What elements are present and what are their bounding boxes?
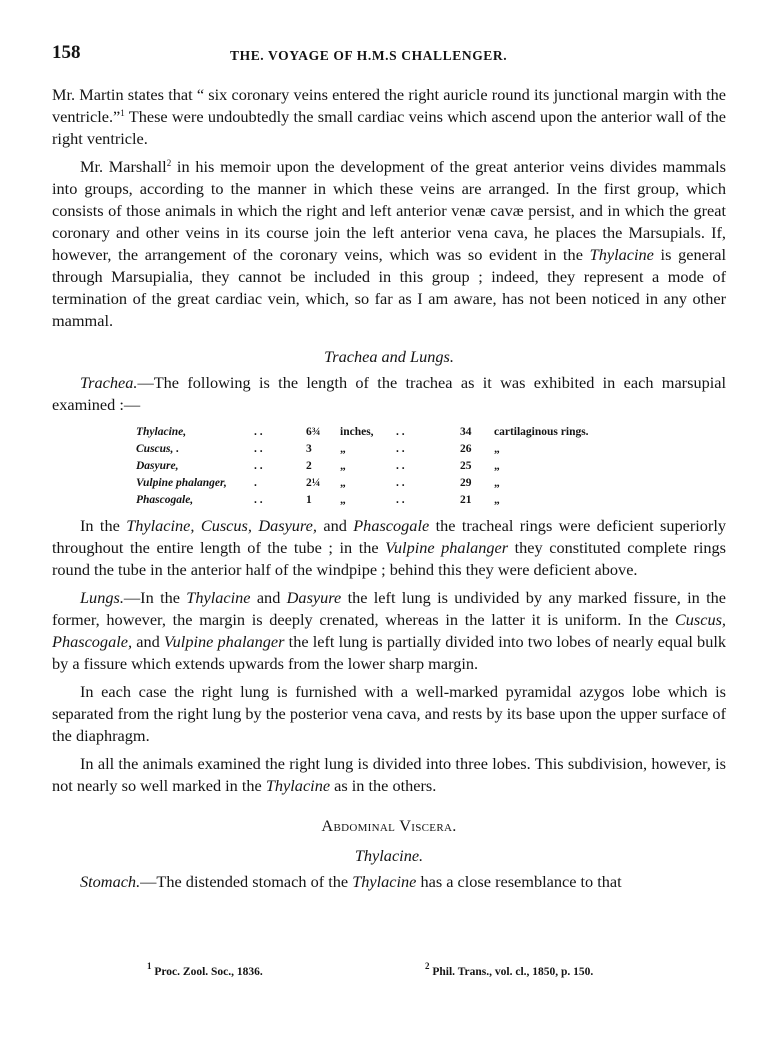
italic-term: Thylacine — [589, 245, 654, 264]
text-run: —The following is the length of the trachea as it was exhibited in each marsupial examined :— — [52, 373, 726, 414]
run-in-heading: Stomach. — [80, 872, 141, 891]
cell-unit: „ — [340, 477, 346, 489]
text-run: In the — [80, 516, 127, 535]
cell-leader: . — [254, 477, 257, 489]
text-run: the tracheal rings were deficient superiorly throughout the entire length of the tube ; in the — [52, 516, 727, 557]
cell-unit: „ — [340, 443, 346, 455]
cell-rings-unit: „ — [494, 443, 500, 455]
cell-unit: inches, — [340, 426, 374, 438]
page-number: 158 — [52, 42, 81, 63]
table-row — [136, 458, 589, 475]
cell-length: 3 — [306, 443, 312, 455]
cell-length: 2¼ — [306, 477, 321, 489]
cell-rings: 29 — [460, 477, 472, 489]
text-run: as in the others. — [330, 776, 437, 795]
page-header — [52, 42, 728, 66]
table-row — [136, 475, 589, 492]
run-in-heading: Lungs. — [80, 588, 124, 607]
subheading-thylacine: Thylacine. — [354, 846, 424, 865]
cell-length: 2 — [306, 460, 312, 472]
italic-term: Phascogale — [353, 516, 430, 535]
italic-term: Thylacine, Cuscus, Dasyure, — [126, 516, 317, 535]
cell-animal: Vulpine phalanger, — [136, 477, 227, 489]
cell-leader: . . — [254, 460, 263, 472]
text-run: the left lung is partially divided into two lobes of nearly equal bulk by a fissure which extends upwards from the lower sharp margin. — [52, 632, 726, 673]
cell-leader: . . — [254, 443, 263, 455]
italic-term: Thylacine — [265, 776, 331, 795]
paragraph-martin — [52, 84, 726, 150]
paragraph-marshall — [52, 156, 726, 332]
cell-leader: . . — [254, 494, 263, 506]
section-heading-trachea-lungs: Trachea and Lungs. — [324, 347, 454, 366]
italic-term: Dasyure — [286, 588, 342, 607]
cell-leader: . . — [396, 443, 405, 455]
italic-term: Vulpine phalanger — [163, 632, 285, 651]
paragraph-stomach — [52, 871, 726, 893]
cell-animal: Phascogale, — [136, 494, 194, 506]
cell-leader: . . — [396, 426, 405, 438]
italic-term: Thylacine — [186, 588, 251, 607]
text-run: Mr. Marshall — [80, 157, 167, 176]
text-run: has a close resemblance to that — [416, 872, 622, 891]
cell-animal: Thylacine, — [136, 426, 187, 438]
footnote-mark: 2 — [425, 961, 430, 971]
footnotes — [147, 961, 707, 980]
text-run: is general through Marsupialia, they cannot be included in this group ; indeed, they represent a mode of termination of the great cardiac vein, which, so far as I am aware, has not been noticed in any other mammal. — [52, 245, 727, 330]
cell-leader: . . — [396, 460, 405, 472]
italic-term: Vulpine phalanger — [385, 538, 509, 557]
cell-leader: . . — [396, 477, 405, 489]
table-row — [136, 492, 589, 509]
text-run: —In the — [123, 588, 187, 607]
section-heading-abdominal-viscera: Abdominal Viscera. — [321, 816, 457, 835]
footnote-ref-1: 1 — [120, 108, 125, 118]
text-run: In all the animals examined the right lung is divided into three lobes. This subdivision, however, is not nearly so well marked in the — [52, 754, 726, 795]
cell-rings: 21 — [460, 494, 472, 506]
body-text — [52, 84, 726, 893]
table-row — [136, 424, 589, 441]
cell-rings: 26 — [460, 443, 472, 455]
cell-leader: . . — [254, 426, 263, 438]
text-run: and — [250, 588, 287, 607]
cell-length: 1 — [306, 494, 312, 506]
footnote-1 — [147, 961, 263, 978]
paragraph-trachea-intro — [52, 372, 726, 416]
text-run: in his memoir upon the development of the great anterior veins divides mammals into groups, according to the manner in which these veins are arranged. In the first group, which consists of those animals in which the right and left anterior venæ cavæ persist, and in which the great coronary and other veins in its course join the left anterior vena cava, he places the Marsupials. If, however, the arrangement of the coronary veins, which was so evident in the — [52, 157, 726, 264]
footnote-text: Phil. Trans., vol. cl., 1850, p. 150. — [429, 966, 594, 978]
running-title: THE. VOYAGE OF H.M.S CHALLENGER. — [230, 48, 508, 63]
cell-rings: 25 — [460, 460, 472, 472]
cell-rings: 34 — [460, 426, 472, 438]
text-run: and — [316, 516, 354, 535]
italic-term: Cuscus, Phascogale, — [52, 610, 726, 651]
cell-length: 6¾ — [306, 426, 321, 438]
table-row — [136, 441, 589, 458]
text-run: Mr. Martin states that “ six coronary veins entered the right auricle round its junctional margin with the ventricle.” — [52, 85, 726, 126]
cell-animal: Cuscus, . — [136, 443, 180, 455]
cell-unit: „ — [340, 460, 346, 472]
cell-unit: „ — [340, 494, 346, 506]
footnote-text: Proc. Zool. Soc., 1836. — [151, 966, 263, 978]
cell-rings-unit: „ — [494, 494, 500, 506]
trachea-table — [136, 424, 589, 509]
text-run: These were undoubtedly the small cardiac veins which ascend upon the anterior wall of the right ventricle. — [52, 107, 726, 148]
footnote-2 — [425, 961, 594, 978]
cell-rings-unit: cartilaginous rings. — [494, 426, 589, 438]
text-run: the left lung is undivided by any marked fissure, in the former, however, the margin is deeply crenated, whereas in the latter it is uniform. In the — [52, 588, 727, 629]
footnote-ref-2: 2 — [166, 158, 172, 168]
cell-rings-unit: „ — [494, 477, 500, 489]
italic-term: Thylacine — [352, 872, 417, 891]
cell-leader: . . — [396, 494, 405, 506]
text-run: and — [132, 632, 164, 651]
cell-rings-unit: „ — [494, 460, 500, 472]
footnote-mark: 1 — [147, 961, 152, 971]
cell-animal: Dasyure, — [136, 460, 179, 472]
text-run: they constituted complete rings round the tube in the anterior half of the windpipe ; behind this they were deficient above. — [52, 538, 727, 579]
paragraph-three-lobes — [52, 753, 726, 797]
paragraph-lungs — [52, 587, 726, 675]
run-in-heading: Trachea. — [80, 373, 138, 392]
paragraph-azygos-lobe: In each case the right lung is furnished with a well-marked pyramidal azygos lobe which is separated from the right lung by the posterior vena cava, and rests by its base upon the upper surface of the diaphragm. — [52, 682, 726, 745]
text-run: —The distended stomach of the — [140, 872, 353, 891]
paragraph-tracheal-rings — [52, 515, 726, 581]
